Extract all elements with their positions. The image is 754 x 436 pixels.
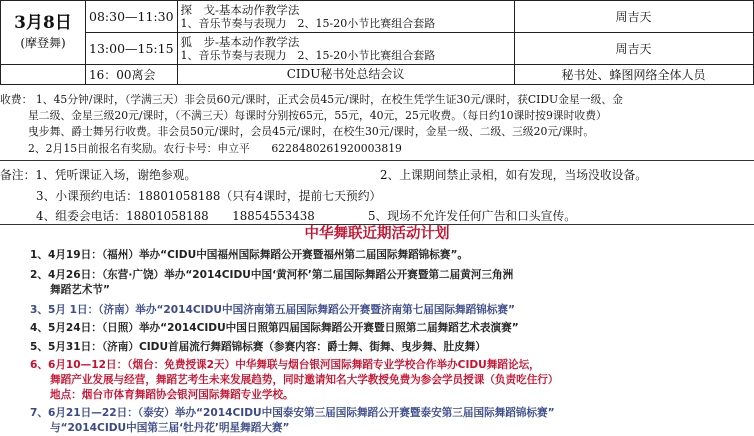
schedule-empty-cell — [1, 65, 86, 85]
note-item: 2、上课期间禁止录相，如有发现，当场没收设备。 — [380, 168, 648, 182]
event-text-cont: 与“2014CIDU中国第三届‘牡丹花’明星舞蹈大赛” — [50, 422, 290, 434]
event-number: 7、 — [30, 407, 48, 419]
event-number: 4、 — [30, 322, 48, 334]
fees-line: 2、2月15日前报名有奖励。农行卡号：申立平 6228480261920003819 — [28, 141, 402, 155]
closing-time: 16：00离会 — [86, 65, 178, 85]
event-text-cont: 地点：烟台市体育舞蹈协会银河国际舞蹈专业学校。 — [50, 389, 294, 401]
schedule-item — [177, 1, 514, 33]
closing-item: CIDU秘书处总结会议 — [177, 65, 514, 85]
event-text-cont: 舞蹈产业发展与经营，舞蹈艺考生未来发展趋势，同时邀请知名大学教授免费为参会学员授课（负责吃住行） — [50, 374, 559, 386]
schedule-lead: 周吉天 — [514, 1, 753, 33]
closing-lead: 秘书处、蜂图网络全体人员 — [514, 65, 753, 85]
schedule-item — [177, 33, 514, 65]
event-item — [30, 358, 745, 403]
event-text: 5月 1日：（济南）举办“2014CIDU中国济南第五届国际舞蹈公开赛暨济南第七届国际舞蹈锦标赛” — [47, 304, 515, 316]
schedule-item-title: 狐 步-基本动作教学法 — [180, 34, 300, 49]
event-text: 6月10—12日：（烟台：免费授课2天）中华舞联与烟台银河国际舞蹈专业学校合作举办CIDU舞蹈论坛， — [47, 359, 540, 371]
event-item — [30, 303, 745, 318]
event-text-cont: 舞蹈艺术节” — [50, 284, 110, 296]
schedule-time: 08:30—11:30 — [86, 1, 178, 33]
fees-line: 曳步舞、爵士舞另行收费。非会员50元/课时，会员45元/课时，在校生30元/课时，金星一级、二级、三级20元/课时。 — [28, 125, 595, 139]
event-number: 5、 — [30, 341, 48, 353]
fees-line: 收费： 1、45分钟/课时，（学满三天）非会员60元/课时，正式会员45元/课时，在校生凭学生证30元/课时，获CIDU金星一级、金 — [0, 93, 623, 106]
event-number: 1、 — [30, 249, 48, 261]
event-item — [30, 340, 745, 355]
note-item: 4、组委会电话：18801058188 18854553438 — [36, 209, 315, 223]
fees-section — [0, 92, 752, 157]
event-text: 5月24日：（日照）举办“2014CIDU中国日照第四届国际舞蹈公开赛暨日照第二届舞蹈艺术表演赛” — [47, 322, 519, 334]
event-text: 5月31日：（济南）CIDU首届流行舞蹈锦标赛（参赛内容：爵士舞、街舞、曳步舞、肚皮舞） — [47, 341, 486, 353]
notes-row — [0, 165, 752, 186]
event-item — [30, 406, 745, 436]
event-number: 2、 — [30, 269, 48, 281]
note-item: 备注：1、凭听课证入场，谢绝参观。 — [0, 168, 197, 182]
event-number: 6、 — [30, 359, 48, 371]
schedule-lead: 周吉天 — [514, 33, 753, 65]
divider — [0, 160, 754, 161]
schedule-date-cell — [1, 1, 86, 65]
plan-title: 中华舞联近期活动计划 — [304, 226, 450, 242]
schedule-item-title: 探 戈-基本动作教学法 — [180, 2, 300, 17]
note-item: 3、小课预约电话：18801058188（只有4课时，提前七天预约） — [36, 188, 382, 203]
schedule-table — [0, 0, 754, 85]
event-item — [30, 248, 745, 263]
event-item — [30, 268, 745, 298]
event-text: 6月21日—22日：（泰安）举办“2014CIDU中国泰安第三届国际舞蹈公开赛暨泰安第三届国际舞蹈锦标赛” — [47, 407, 555, 419]
event-text: 4月19日：（福州）举办“CIDU中国福州国际舞蹈公开赛暨福州第二届国际舞蹈锦标赛”。 — [47, 249, 469, 261]
notes-section — [0, 165, 752, 227]
event-text: 4月26日：（东营·广饶）举办“2014CIDU中国‘黄河杯’第二届国际舞蹈公开赛暨第二届黄河三角洲 — [47, 269, 514, 281]
schedule-item-detail: 1、音乐节奏与表现力 2、15-20小节比赛组合套路 — [180, 48, 436, 62]
event-item — [30, 321, 745, 336]
schedule-date-sub: (摩登舞) — [20, 35, 66, 50]
note-item: 5、现场不允许发任何广告和口头宣传。 — [368, 209, 577, 223]
schedule-date: 3月8日 — [14, 12, 72, 33]
schedule-time: 13:00—15:15 — [86, 33, 178, 65]
schedule-item-detail: 1、音乐节奏与表现力 2、15-20小节比赛组合套路 — [180, 16, 436, 30]
event-number: 3、 — [30, 304, 48, 316]
fees-line: 星二级、金星三级20元/课时，（不满三天）每课时分别按65元，55元，40元，25元收费。（每日约10课时按9课时收费） — [28, 109, 607, 123]
